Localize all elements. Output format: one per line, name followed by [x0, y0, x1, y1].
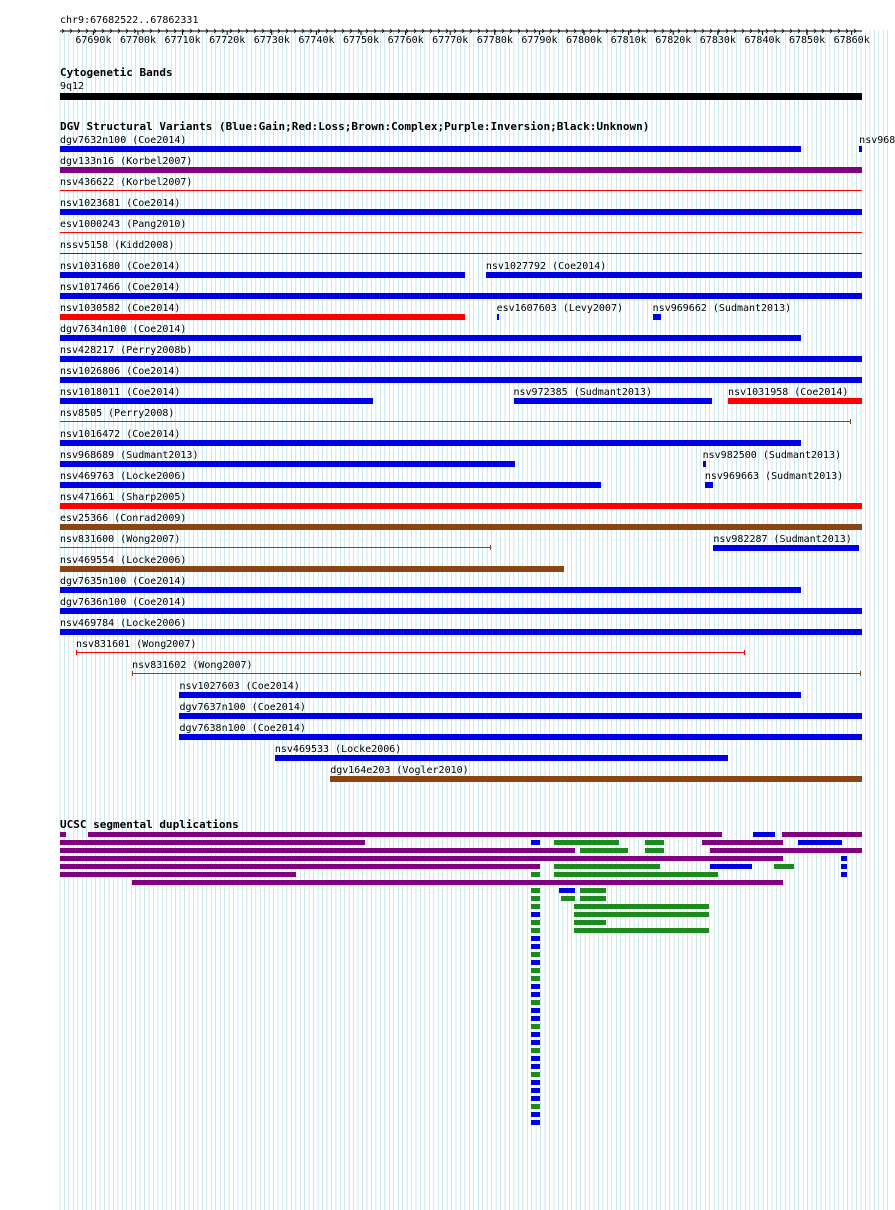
ruler-tick-label: 67860k: [833, 35, 870, 46]
segdup-feature[interactable]: [531, 904, 540, 909]
segdup-feature[interactable]: [531, 1040, 540, 1045]
dgv-feature-bar[interactable]: [275, 755, 728, 761]
segdup-feature[interactable]: [841, 856, 847, 861]
segdup-feature[interactable]: [531, 952, 540, 957]
segdup-feature[interactable]: [554, 872, 718, 877]
dgv-feature-label[interactable]: dgv7632n100 (Coe2014): [60, 135, 187, 146]
dgv-feature-bar[interactable]: [60, 190, 862, 191]
dgv-feature-bar[interactable]: [60, 421, 851, 422]
segdup-feature[interactable]: [531, 888, 540, 893]
dgv-feature-label[interactable]: nsv1023681 (Coe2014): [60, 198, 181, 209]
dgv-feature-bar[interactable]: [859, 146, 862, 152]
segdup-feature[interactable]: [531, 984, 540, 989]
dgv-feature-label[interactable]: esv1000243 (Pang2010): [60, 219, 187, 230]
cytoband-track-title: Cytogenetic Bands: [60, 66, 173, 79]
dgv-feature-endcap: [850, 419, 851, 424]
segdup-feature[interactable]: [574, 920, 606, 925]
dgv-feature-label[interactable]: dgv7634n100 (Coe2014): [60, 324, 187, 335]
dgv-feature-label[interactable]: nsv968: [859, 135, 895, 146]
dgv-feature-endcap: [860, 671, 861, 676]
dgv-feature-bar[interactable]: [713, 545, 859, 551]
dgv-feature-bar[interactable]: [60, 587, 801, 593]
dgv-feature-bar[interactable]: [179, 713, 862, 719]
segdup-feature[interactable]: [531, 1088, 540, 1093]
dgv-feature-bar[interactable]: [60, 335, 801, 341]
ruler-tick-label: 67750k: [342, 35, 380, 46]
segdup-feature[interactable]: [559, 888, 575, 893]
dgv-feature-bar[interactable]: [60, 146, 801, 152]
segdup-feature[interactable]: [60, 832, 66, 837]
dgv-feature-startcap: [76, 650, 77, 655]
dgv-feature-label[interactable]: dgv7636n100 (Coe2014): [60, 597, 187, 608]
dgv-feature-label[interactable]: nsv1017466 (Coe2014): [60, 282, 181, 293]
dgv-feature-bar[interactable]: [497, 314, 499, 320]
dgv-feature-startcap: [132, 671, 133, 676]
dgv-feature-label[interactable]: esv25366 (Conrad2009): [60, 513, 187, 524]
dgv-feature-bar[interactable]: [60, 314, 465, 320]
segdup-feature[interactable]: [531, 1120, 540, 1125]
dgv-feature-bar[interactable]: [60, 524, 862, 530]
dgv-feature-bar[interactable]: [60, 232, 862, 233]
segdup-feature[interactable]: [531, 928, 540, 933]
segdup-feature[interactable]: [710, 848, 862, 853]
dgv-feature-bar[interactable]: [60, 167, 862, 173]
segdup-feature[interactable]: [774, 864, 794, 869]
segdup-feature[interactable]: [554, 840, 619, 845]
dgv-feature-label[interactable]: nsv469533 (Locke2006): [274, 744, 402, 755]
segdup-feature[interactable]: [531, 968, 540, 973]
segdup-feature[interactable]: [574, 928, 709, 933]
dgv-track-title: DGV Structural Variants (Blue:Gain;Red:Loss;Brown:Complex;Purple:Inversion;Black:Unknown): [60, 120, 650, 133]
segdup-feature[interactable]: [531, 1008, 540, 1013]
segdup-track-title: UCSC segmental duplications: [60, 818, 239, 831]
dgv-feature-bar[interactable]: [60, 293, 862, 299]
segdup-feature[interactable]: [554, 864, 660, 869]
dgv-feature-bar[interactable]: [60, 629, 862, 635]
ruler-tick-label: 67840k: [744, 35, 781, 46]
cytoband-label: 9q12: [60, 81, 85, 92]
dgv-feature-label[interactable]: nsv969663 (Sudmant2013): [704, 471, 844, 482]
dgv-feature-label[interactable]: nsv471661 (Sharp2005): [60, 492, 187, 503]
dgv-feature-label[interactable]: nsv1026806 (Coe2014): [60, 366, 181, 377]
dgv-feature-label[interactable]: nsv436622 (Korbel2007): [60, 177, 193, 188]
dgv-feature-endcap: [744, 650, 745, 655]
segdup-feature[interactable]: [60, 840, 365, 845]
segdup-feature[interactable]: [531, 1072, 540, 1077]
segdup-feature[interactable]: [561, 896, 575, 901]
segdup-feature[interactable]: [580, 848, 628, 853]
segdup-feature[interactable]: [841, 864, 847, 869]
dgv-feature-bar[interactable]: [60, 461, 515, 467]
dgv-feature-bar[interactable]: [60, 356, 862, 362]
segdup-feature[interactable]: [531, 896, 540, 901]
ruler-tick-label: 67780k: [476, 35, 513, 46]
segdup-feature[interactable]: [531, 1112, 540, 1117]
cytoband-9q12[interactable]: [60, 93, 862, 100]
dgv-feature-label[interactable]: dgv7638n100 (Coe2014): [179, 723, 306, 734]
dgv-feature-bar[interactable]: [60, 253, 862, 254]
dgv-feature-label[interactable]: nsv1031958 (Coe2014): [728, 387, 849, 398]
segdup-feature[interactable]: [531, 1000, 540, 1005]
dgv-feature-label[interactable]: nsv831602 (Wong2007): [132, 660, 253, 671]
dgv-feature-bar[interactable]: [60, 482, 601, 488]
dgv-feature-label[interactable]: nsv8505 (Perry2008): [60, 408, 175, 419]
segdup-feature[interactable]: [753, 832, 775, 837]
dgv-feature-label[interactable]: nsv831600 (Wong2007): [60, 534, 181, 545]
segdup-feature[interactable]: [531, 1080, 540, 1085]
segdup-feature[interactable]: [645, 848, 664, 853]
dgv-feature-bar[interactable]: [60, 209, 862, 215]
dgv-feature-label[interactable]: nsv469763 (Locke2006): [60, 471, 187, 482]
segdup-feature[interactable]: [132, 880, 783, 885]
dgv-feature-bar[interactable]: [486, 272, 862, 278]
dgv-feature-label[interactable]: nsv982287 (Sudmant2013): [713, 534, 852, 545]
dgv-feature-label[interactable]: dgv133n16 (Korbel2007): [60, 156, 193, 167]
segdup-feature[interactable]: [531, 1096, 540, 1101]
ruler-tick-label: 67820k: [655, 35, 692, 46]
segdup-track: [0, 828, 890, 1178]
dgv-feature-label[interactable]: dgv164e203 (Vogler2010): [330, 765, 469, 776]
ruler-tick-label: 67850k: [789, 35, 826, 46]
segdup-feature[interactable]: [531, 1104, 540, 1109]
dgv-feature-bar[interactable]: [132, 673, 861, 674]
ruler-tick-label: 67740k: [298, 35, 335, 46]
ruler-tick-label: 67770k: [432, 35, 469, 46]
dgv-feature-label[interactable]: nsv1018011 (Coe2014): [60, 387, 181, 398]
segdup-feature[interactable]: [531, 944, 540, 949]
dgv-feature-label[interactable]: nssv5158 (Kidd2008): [60, 240, 175, 251]
dgv-feature-bar[interactable]: [514, 398, 712, 404]
dgv-feature-label[interactable]: nsv969662 (Sudmant2013): [652, 303, 792, 314]
dgv-feature-label[interactable]: nsv1027792 (Coe2014): [485, 261, 607, 272]
dgv-feature-bar[interactable]: [60, 272, 465, 278]
segdup-feature[interactable]: [531, 920, 540, 925]
segdup-feature[interactable]: [60, 872, 296, 877]
segdup-feature[interactable]: [531, 872, 540, 877]
dgv-feature-label[interactable]: nsv469784 (Locke2006): [60, 618, 187, 629]
ruler-tick-label: 67690k: [75, 35, 112, 46]
segdup-feature[interactable]: [798, 840, 842, 845]
dgv-feature-label[interactable]: nsv428217 (Perry2008b): [60, 345, 193, 356]
dgv-feature-bar[interactable]: [60, 566, 564, 572]
segdup-feature[interactable]: [60, 848, 575, 853]
segdup-feature[interactable]: [531, 1056, 540, 1061]
segdup-feature[interactable]: [531, 1064, 540, 1069]
dgv-feature-endcap: [490, 545, 491, 550]
segdup-feature[interactable]: [88, 832, 722, 837]
segdup-feature[interactable]: [574, 904, 709, 909]
segdup-feature[interactable]: [531, 840, 540, 845]
dgv-feature-label[interactable]: nsv1027603 (Coe2014): [179, 681, 300, 692]
ruler-tick-label: 67700k: [119, 35, 157, 46]
dgv-feature-label[interactable]: esv1607603 (Levy2007): [496, 303, 623, 314]
dgv-feature-label[interactable]: nsv469554 (Locke2006): [60, 555, 187, 566]
dgv-feature-bar[interactable]: [705, 482, 713, 488]
dgv-feature-label[interactable]: nsv968689 (Sudmant2013): [60, 450, 199, 461]
segdup-feature[interactable]: [580, 888, 606, 893]
ruler-tick-label: 67830k: [699, 35, 736, 46]
dgv-feature-label[interactable]: dgv7635n100 (Coe2014): [60, 576, 187, 587]
segdup-feature[interactable]: [531, 1024, 540, 1029]
ruler-tick-label: 67760k: [387, 35, 424, 46]
ruler-tick-label: 67730k: [253, 35, 290, 46]
segdup-feature[interactable]: [60, 864, 540, 869]
dgv-feature-label[interactable]: dgv7637n100 (Coe2014): [179, 702, 306, 713]
dgv-feature-bar[interactable]: [60, 398, 373, 404]
dgv-feature-label[interactable]: nsv1031680 (Coe2014): [60, 261, 181, 272]
ruler-tick-label: 67710k: [164, 35, 201, 46]
dgv-feature-label[interactable]: nsv1030582 (Coe2014): [60, 303, 181, 314]
dgv-feature-bar[interactable]: [76, 652, 745, 653]
segdup-feature[interactable]: [645, 840, 664, 845]
dgv-feature-bar[interactable]: [60, 503, 862, 509]
dgv-feature-bar[interactable]: [728, 398, 862, 404]
segdup-feature[interactable]: [580, 896, 606, 901]
dgv-feature-bar[interactable]: [653, 314, 661, 320]
dgv-feature-bar[interactable]: [60, 547, 491, 548]
dgv-feature-bar[interactable]: [60, 440, 801, 446]
dgv-feature-bar[interactable]: [179, 734, 862, 740]
dgv-feature-bar[interactable]: [60, 377, 862, 383]
segdup-feature[interactable]: [60, 856, 783, 861]
ruler-tick-label: 67810k: [610, 35, 647, 46]
segdup-feature[interactable]: [531, 992, 540, 997]
segdup-feature[interactable]: [531, 912, 540, 917]
ruler-tick-label: 67800k: [565, 35, 603, 46]
segdup-feature[interactable]: [531, 976, 540, 981]
region-label: chr9:67682522..67862331: [60, 15, 199, 26]
ruler-tick-label: 67790k: [521, 35, 558, 46]
segdup-feature[interactable]: [841, 872, 847, 877]
dgv-feature-label[interactable]: nsv831601 (Wong2007): [75, 639, 197, 650]
segdup-feature[interactable]: [531, 936, 540, 941]
dgv-feature-label[interactable]: nsv982500 (Sudmant2013): [702, 450, 842, 461]
segdup-feature[interactable]: [531, 1048, 540, 1053]
dgv-feature-bar[interactable]: [703, 461, 706, 467]
segdup-feature[interactable]: [710, 864, 752, 869]
dgv-feature-bar[interactable]: [179, 692, 801, 698]
ruler-tick-label: 67720k: [209, 35, 246, 46]
segdup-feature[interactable]: [782, 832, 862, 837]
segdup-feature[interactable]: [702, 840, 783, 845]
segdup-feature[interactable]: [531, 1016, 540, 1021]
dgv-feature-label[interactable]: nsv972385 (Sudmant2013): [513, 387, 652, 398]
segdup-feature[interactable]: [531, 1032, 540, 1037]
segdup-feature[interactable]: [574, 912, 709, 917]
segdup-feature[interactable]: [531, 960, 540, 965]
dgv-feature-label[interactable]: nsv1016472 (Coe2014): [60, 429, 181, 440]
dgv-feature-bar[interactable]: [330, 776, 862, 782]
dgv-feature-bar[interactable]: [60, 608, 862, 614]
